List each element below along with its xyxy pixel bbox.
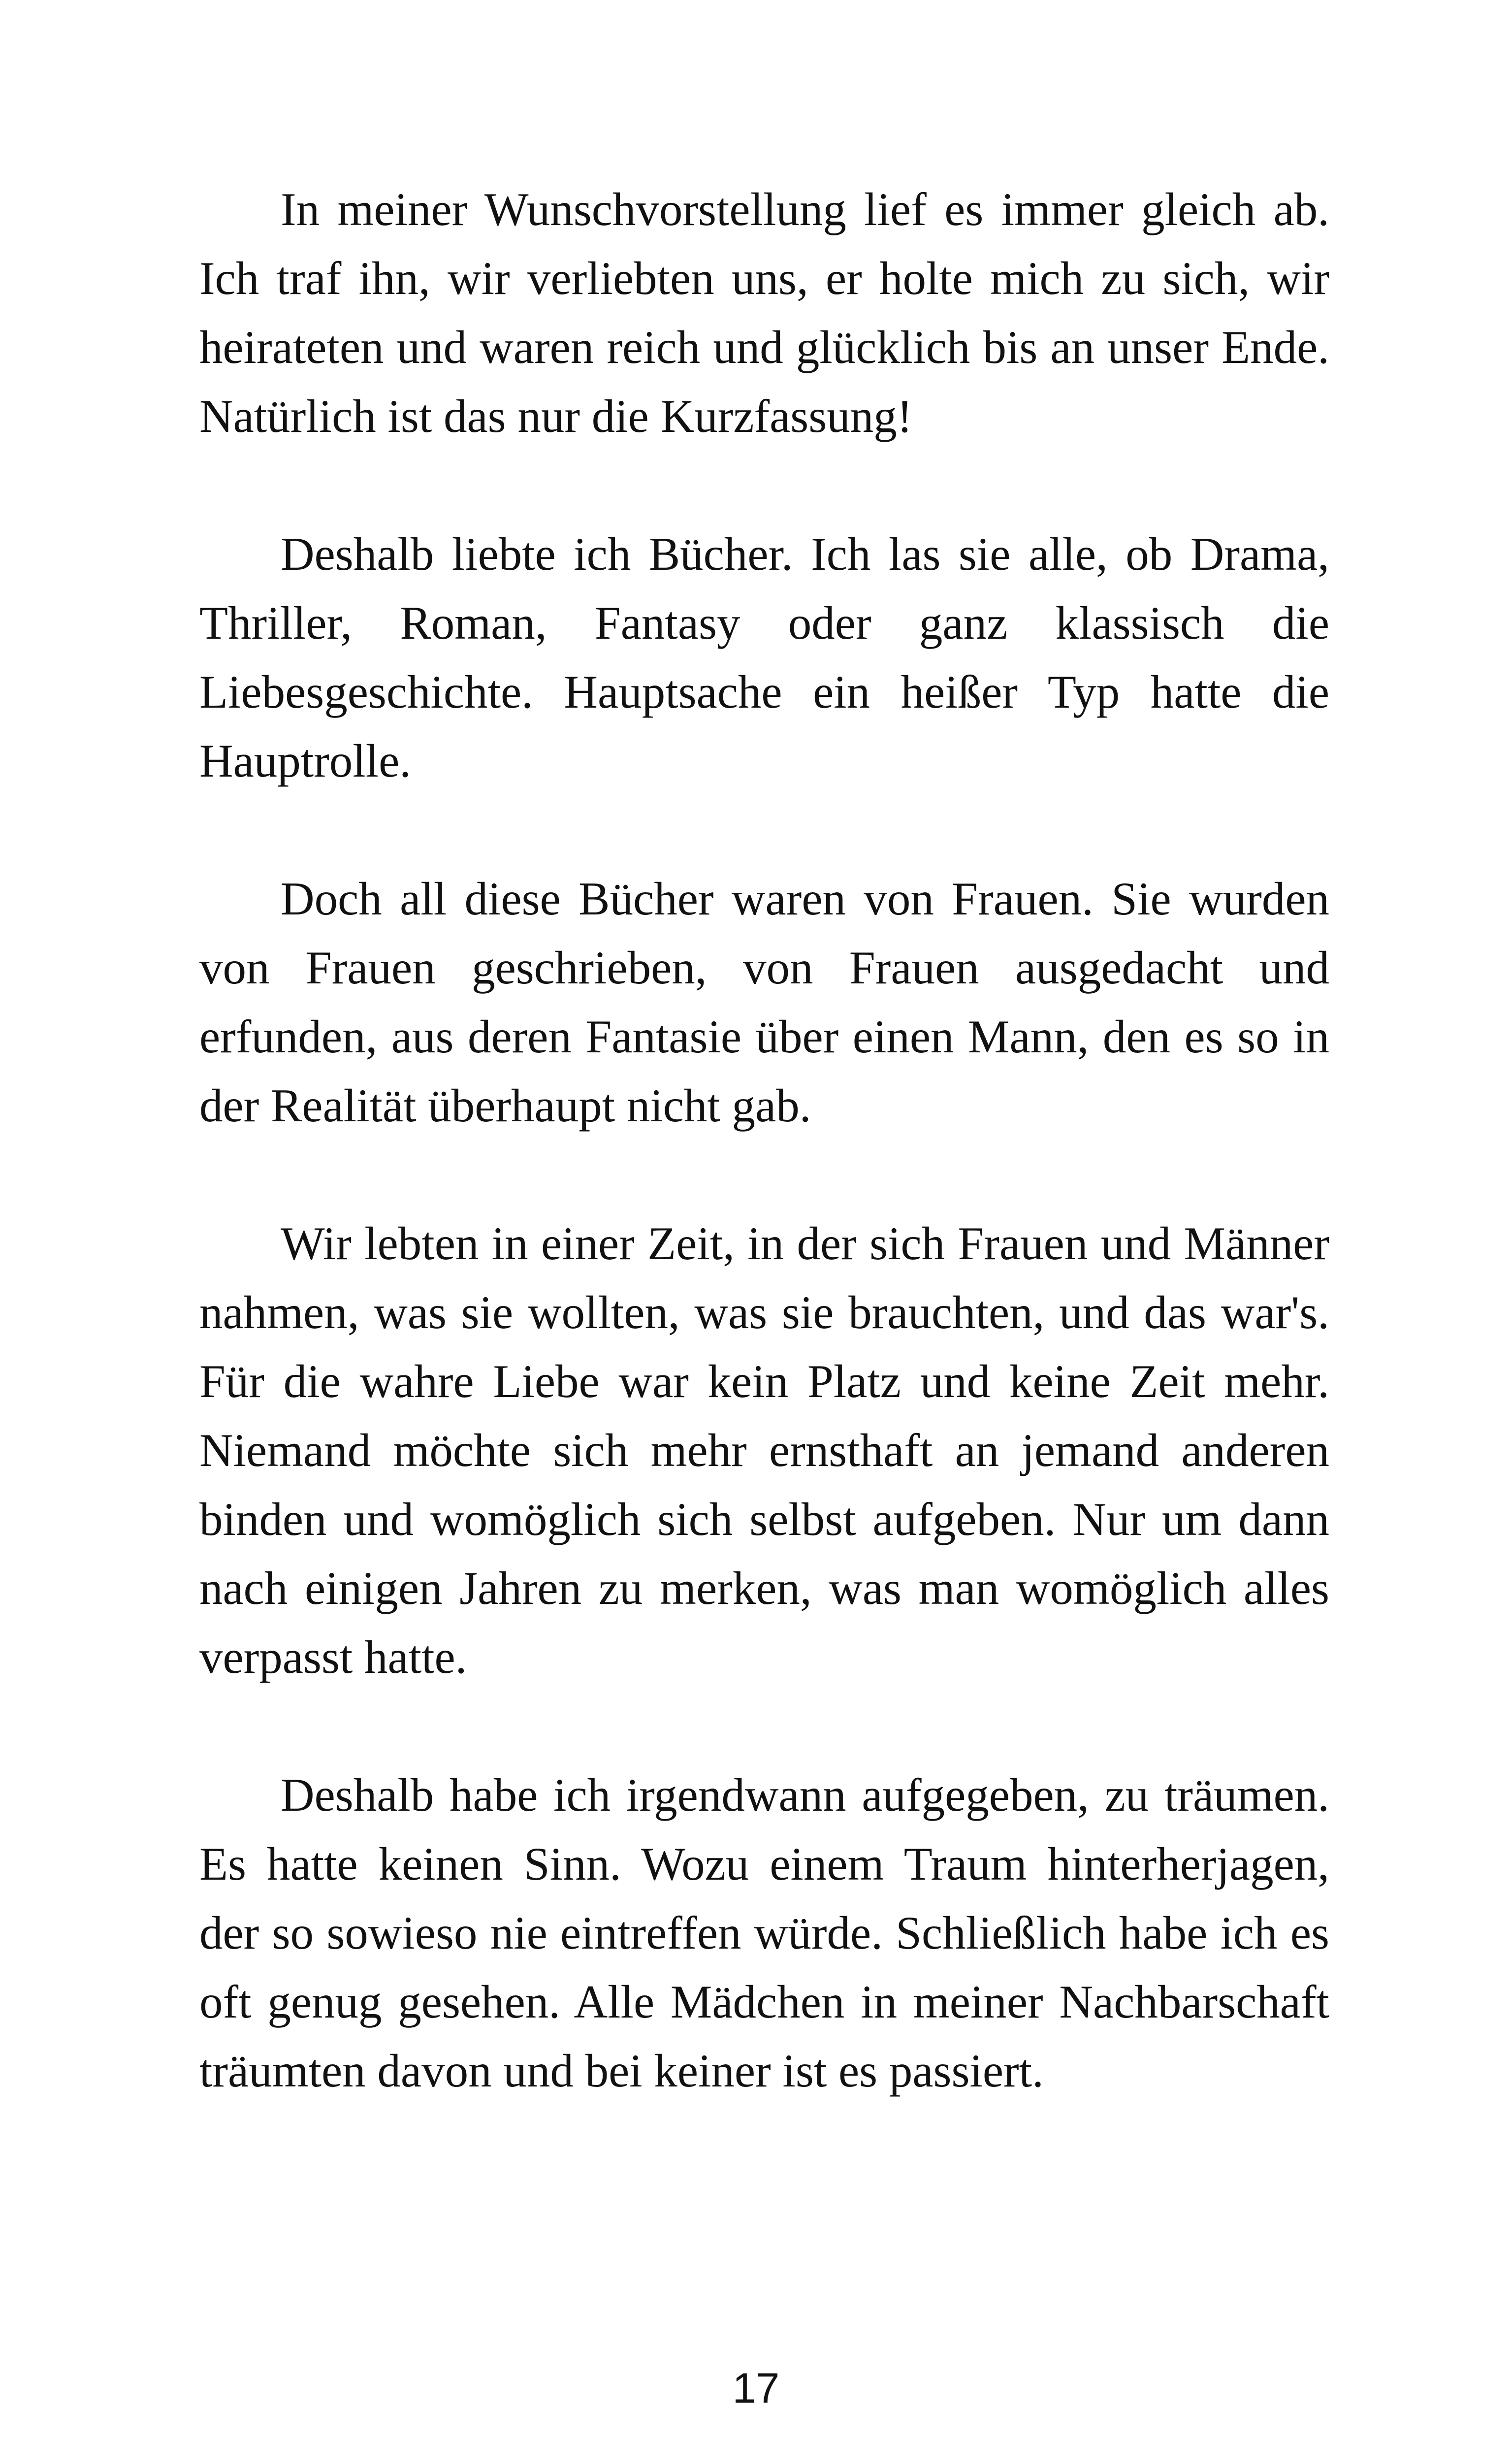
paragraph-3: Doch all diese Bücher waren von Frauen. Sie wurden von Frauen geschrieben, von Frauen ausgedacht und erfunden, aus deren Fantasie über einen Mann, den es so in der Realität überhaupt nicht gab. bbox=[199, 873, 1329, 1132]
paragraph-2: Deshalb liebte ich Bücher. Ich las sie alle, ob Drama, Thriller, Roman, Fantasy oder ganz klassisch die Liebesgeschichte. Hauptsache ein heißer Typ hatte die Hauptrolle. bbox=[199, 528, 1329, 787]
paragraph-4: Wir lebten in einer Zeit, in der sich Frauen und Männer nahmen, was sie wollten, was sie brauchten, und das war's. Für die wahre Liebe war kein Platz und keine Zeit mehr. Niemand möchte sich mehr ernsthaft an jemand anderen binden und womöglich sich selbst aufgeben. Nur um dann nach einigen Jahren zu merken, was man womöglich alles verpasst hatte. bbox=[199, 1217, 1329, 1683]
paragraph-5: Deshalb habe ich irgendwann aufgegeben, zu träumen. Es hatte keinen Sinn. Wozu einem Traum hinterherjagen, der so sowieso nie eintreffen würde. Schließlich habe ich es oft genug gesehen. Alle Mädchen in meiner Nachbarschaft träumten davon und bei keiner ist es passiert. bbox=[199, 1769, 1329, 2097]
paragraph-1: In meiner Wunschvorstellung lief es immer gleich ab. Ich traf ihn, wir verliebten uns, er holte mich zu sich, wir heirateten und waren reich und glücklich bis an unser Ende. Natürlich ist das nur die Kurzfassung! bbox=[199, 183, 1329, 442]
body-text bbox=[199, 175, 1329, 2174]
page-number: 17 bbox=[732, 2365, 780, 2412]
